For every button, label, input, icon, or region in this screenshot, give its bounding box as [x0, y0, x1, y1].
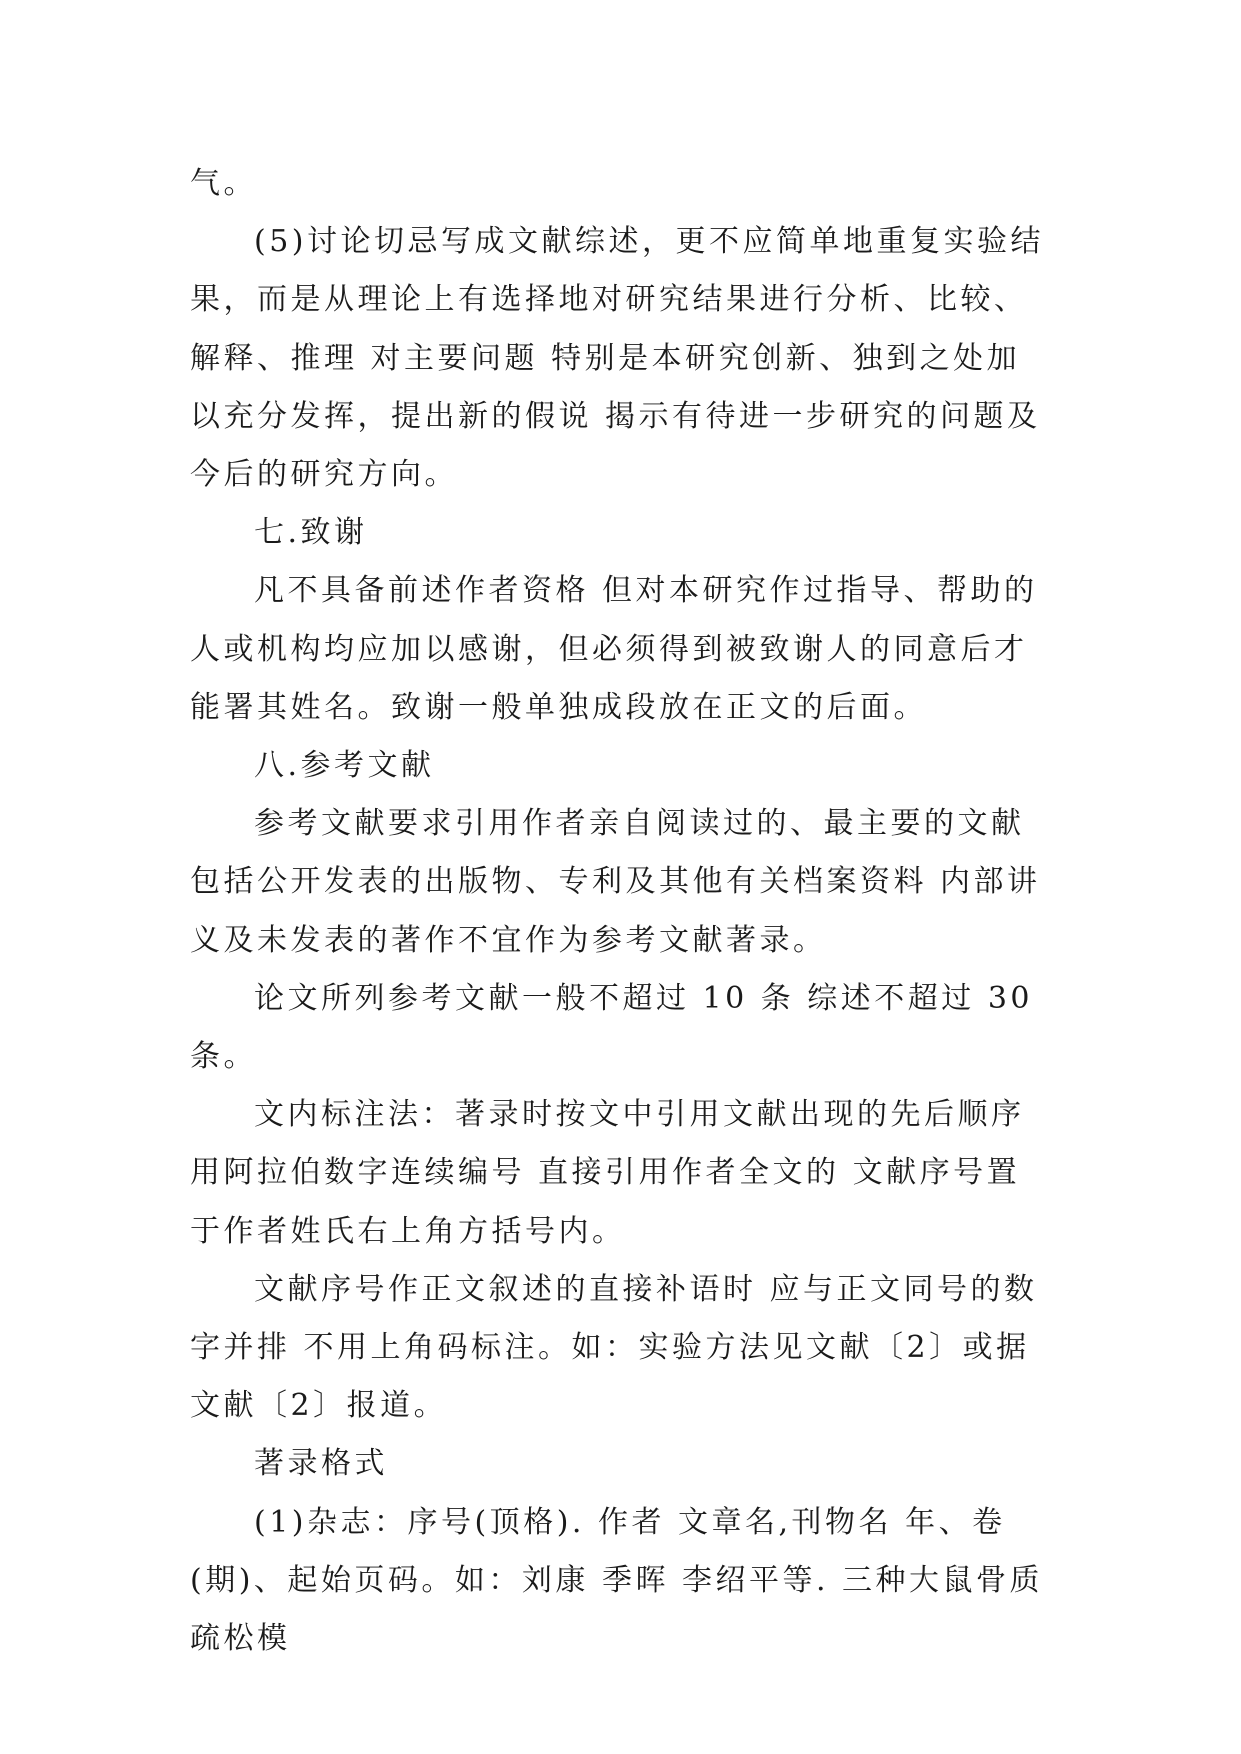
- paragraph-citation-complement: 文献序号作正文叙述的直接补语时 应与正文同号的数字并排 不用上角码标注。如：实验方法见文献〔2〕或据文献〔2〕报道。: [190, 1271, 1038, 1424]
- paragraph-references-requirements: 参考文献要求引用作者亲自阅读过的、最主要的文献 包括公开发表的出版物、专利及其他有关档案资料 内部讲义及未发表的著作不宜作为参考文献著录。: [190, 806, 1041, 958]
- section-heading-acknowledgements: 七.致谢: [254, 515, 368, 551]
- subheading-citation-format: 著录格式: [254, 1446, 388, 1482]
- paragraph-journal-format: (1)杂志：序号(顶格). 作者 文章名,刊物名 年、卷(期)、起始页码。如：刘康 季晖 李绍平等. 三种大鼠骨质疏松模: [190, 1504, 1044, 1657]
- paragraph-in-text-citation: 文内标注法：著录时按文中引用文献出现的先后顺序用阿拉伯数字连续编号 直接引用作者全文的 文献序号置于作者姓氏右上角方括号内。: [190, 1097, 1025, 1249]
- paragraph-continuation: 气。: [190, 166, 257, 201]
- paragraph-discussion-point-5: (5)讨论切忌写成文献综述，更不应简单地重复实验结果，而是从理论上有选择地对研究结果进行分析、比较、解释、推理 对主要问题 特别是本研究创新、独到之处加以充分发挥，提出新的假说 揭示有待进一步研究的问题及今后的研究方向。: [190, 224, 1044, 493]
- paragraph-acknowledgements: 凡不具备前述作者资格 但对本研究作过指导、帮助的人或机构均应加以感谢，但必须得到被致谢人的同意后才能署其姓名。致谢一般单独成段放在正文的后面。: [190, 573, 1038, 725]
- paragraph-references-count: 论文所列参考文献一般不超过 10 条 综述不超过 30 条。: [190, 980, 1033, 1075]
- body-text: [190, 155, 1050, 1668]
- section-heading-references: 八.参考文献: [254, 748, 435, 784]
